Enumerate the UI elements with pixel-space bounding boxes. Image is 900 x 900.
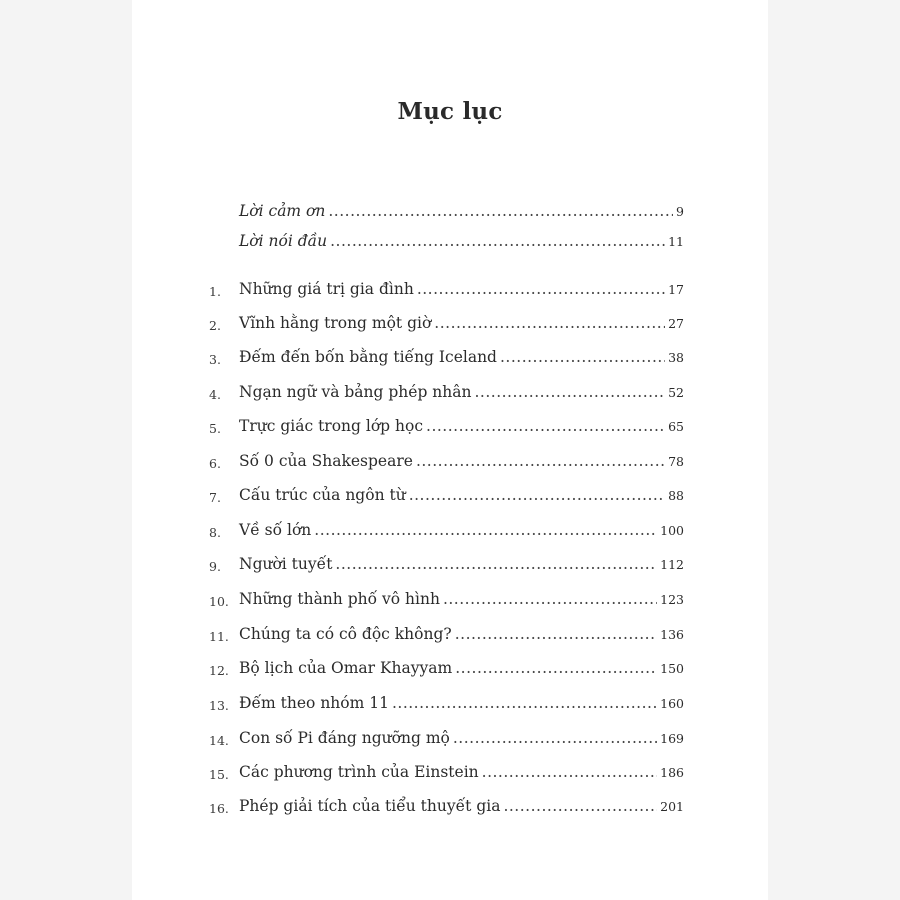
chapter-entry [132, 452, 768, 476]
chapter-title: Những giá trị gia đình [239, 280, 414, 298]
dot-leader [330, 232, 665, 250]
dot-leader [482, 763, 658, 781]
chapter-number: 2. [209, 318, 221, 333]
dot-leader [453, 729, 657, 747]
chapter-page-number: 186 [660, 765, 684, 780]
chapter-page-number: 38 [668, 350, 684, 365]
entry-title: Lời nói đầu [239, 232, 328, 250]
chapter-title: Chúng ta có cô độc không? [239, 625, 452, 643]
chapter-entry [132, 797, 768, 821]
chapter-page-number: 17 [668, 282, 684, 297]
chapter-page-number: 112 [660, 557, 684, 572]
entry-page-number: 11 [668, 234, 684, 249]
dot-leader [314, 521, 657, 539]
page-title: Mục lục [397, 98, 503, 125]
dot-leader [443, 590, 657, 608]
chapter-entry [132, 521, 768, 545]
chapter-page-number: 27 [668, 316, 684, 331]
chapter-number: 15. [209, 767, 229, 782]
chapter-entry [132, 417, 768, 441]
dot-leader [416, 452, 665, 470]
dot-leader [475, 383, 666, 401]
dot-leader [417, 280, 665, 298]
chapter-number: 11. [209, 629, 229, 644]
chapter-title: Đếm đến bốn bằng tiếng Iceland [239, 348, 497, 366]
front-matter-entry [132, 202, 768, 226]
chapter-number: 14. [209, 733, 229, 748]
book-page [132, 0, 768, 900]
chapter-title: Đếm theo nhóm 11 [239, 694, 389, 712]
chapter-page-number: 160 [660, 696, 684, 711]
front-matter-entry [132, 232, 768, 256]
chapter-title: Những thành phố vô hình [239, 590, 440, 608]
chapter-page-number: 52 [668, 385, 684, 400]
chapter-page-number: 169 [660, 731, 684, 746]
chapter-page-number: 78 [668, 454, 684, 469]
chapter-entry [132, 486, 768, 510]
chapter-title: Con số Pi đáng ngưỡng mộ [239, 729, 450, 747]
dot-leader [455, 659, 657, 677]
chapter-title: Ngạn ngữ và bảng phép nhân [239, 383, 472, 401]
chapter-entry [132, 590, 768, 614]
chapter-title: Phép giải tích của tiểu thuyết gia [239, 797, 501, 815]
chapter-number: 1. [209, 284, 221, 299]
chapter-entry [132, 314, 768, 338]
chapter-title: Vĩnh hằng trong một giờ [239, 314, 432, 332]
dot-leader [455, 625, 657, 643]
chapter-entry [132, 280, 768, 304]
dot-leader [392, 694, 657, 712]
dot-leader [500, 348, 665, 366]
chapter-number: 4. [209, 387, 221, 402]
chapter-title: Người tuyết [239, 555, 333, 573]
chapter-page-number: 100 [660, 523, 684, 538]
chapter-page-number: 123 [660, 592, 684, 607]
dot-leader [409, 486, 665, 504]
chapter-entry [132, 383, 768, 407]
chapter-page-number: 88 [668, 488, 684, 503]
chapter-entry [132, 763, 768, 787]
chapter-number: 7. [209, 490, 221, 505]
chapter-number: 10. [209, 594, 229, 609]
dot-leader [426, 417, 665, 435]
chapter-page-number: 65 [668, 419, 684, 434]
chapter-title: Số 0 của Shakespeare [239, 452, 413, 470]
chapter-entry [132, 625, 768, 649]
chapter-number: 16. [209, 801, 229, 816]
dot-leader [335, 555, 657, 573]
chapter-page-number: 201 [660, 799, 684, 814]
chapter-number: 8. [209, 525, 221, 540]
dot-leader [503, 797, 657, 815]
chapter-number: 13. [209, 698, 229, 713]
entry-title: Lời cảm ơn [239, 202, 326, 220]
chapter-title: Trực giác trong lớp học [239, 417, 424, 435]
dot-leader [434, 314, 665, 332]
chapter-number: 3. [209, 352, 221, 367]
chapter-entry [132, 694, 768, 718]
entry-page-number: 9 [676, 204, 684, 219]
chapter-title: Cấu trúc của ngôn từ [239, 486, 406, 504]
chapter-page-number: 136 [660, 627, 684, 642]
chapter-title: Về số lớn [239, 521, 312, 539]
chapter-entry [132, 659, 768, 683]
chapter-title: Các phương trình của Einstein [239, 763, 479, 781]
chapter-number: 9. [209, 559, 221, 574]
chapter-page-number: 150 [660, 661, 684, 676]
chapter-entry [132, 555, 768, 579]
chapter-entry [132, 348, 768, 372]
chapter-title: Bộ lịch của Omar Khayyam [239, 659, 453, 677]
chapter-number: 5. [209, 421, 221, 436]
dot-leader [328, 202, 673, 220]
chapter-number: 6. [209, 456, 221, 471]
chapter-entry [132, 729, 768, 753]
chapter-number: 12. [209, 663, 229, 678]
